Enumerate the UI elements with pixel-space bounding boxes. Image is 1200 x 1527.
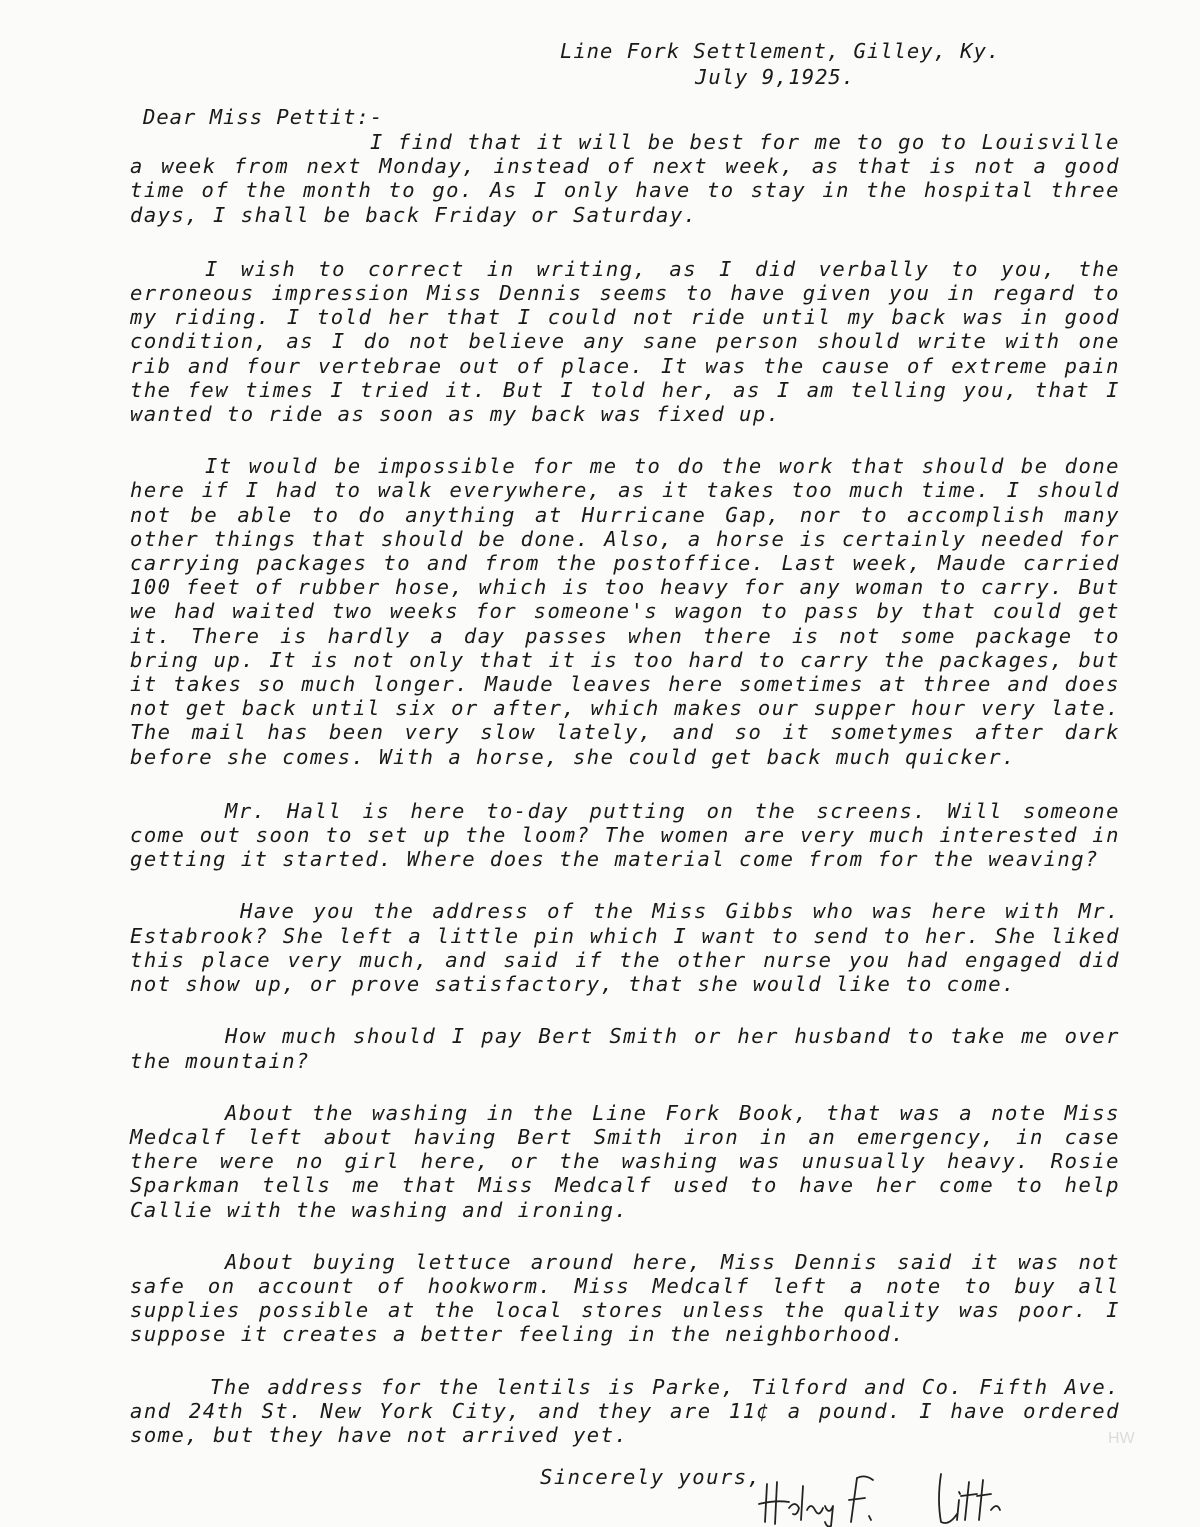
paragraph-hospital-trip: I find that it will be best for me to go to Louisville a week from next Monday, instead of next week, as that is not a good time of the month to go. As I only have to stay in the hospital three days, I shall be back Friday or Saturday. bbox=[130, 130, 1120, 227]
letter-place: Line Fork Settlement, Gilley, Ky. bbox=[560, 39, 1001, 63]
paragraph-lettuce: About buying lettuce around here, Miss Dennis said it was not safe on account of hookworm. Miss Medcalf left a note to buy all supplies possible at the local stores unless the quality was poor. I suppose it creates a better feeling in the neighborhood. bbox=[130, 1249, 1120, 1347]
paragraph-bert-smith: How much should I pay Bert Smith or her husband to take me over the mountain? bbox=[130, 1024, 1120, 1073]
paragraph-horse-needed: It would be impossible for me to do the work that should be done here if I had to walk everywhere, as it takes too much time. I should not be able to do anything at Hurricane Gap, nor to accomplish many other things that should be done. Also, a horse is certainly needed for carrying packages to and from the postoffice. Last week, Maude carried 100 feet of rubber hose, which is too heavy for any woman to carry. But we had waited two weeks for someone's wagon to pass by that could get it. There is hardly a day passes when there is not some package to bring up. It is not only that it is too hard to carry the packages, but it takes so much longer. Maude leaves here sometimes at three and does not get back until six or after, which makes our supper hour very late. The mail has been very slow lately, and so it sometymes after dark before she comes. With a horse, she could get back much quicker. bbox=[130, 454, 1120, 769]
letter-date: July 9,1925. bbox=[695, 65, 856, 89]
paragraph-screens-loom: Mr. Hall is here to-day putting on the screens. Will someone come out soon to set up the loom? The women are very much interested in getting it started. Where does the material come from for the weaving? bbox=[130, 798, 1120, 872]
paragraph-lentils: The address for the lentils is Parke, Tilford and Co. Fifth Ave. and 24th St. New York City, and they are 11¢ a pound. I have ordered some, but they have not arrived yet. bbox=[130, 1374, 1120, 1447]
letter-body bbox=[130, 130, 1120, 1447]
paragraph-washing: About the washing in the Line Fork Book, that was a note Miss Medcalf left about having Bert Smith iron in an emergency, in case there were no girl here, or the washing was unusually heavy. Rosie Sparkman tells me that Miss Medcalf used to have her come to help Callie with the washing and ironing. bbox=[130, 1100, 1120, 1222]
handwritten-signature bbox=[745, 1470, 1005, 1527]
hw-watermark: HW bbox=[1108, 1430, 1135, 1447]
closing: Sincerely yours, bbox=[540, 1465, 762, 1489]
salutation: Dear Miss Pettit:- bbox=[143, 105, 384, 129]
paragraph-riding: I wish to correct in writing, as I did verbally to you, the erroneous impression Miss Dennis seems to have given you in regard to my riding. I told her that I could not ride until my back was in good condition, as I do not believe any sane person should write with one rib and four vertebrae out of place. It was the cause of extreme pain the few times I tried it. But I told her, as I am telling you, that I wanted to ride as soon as my back was fixed up. bbox=[130, 256, 1120, 427]
paragraph-miss-gibbs: Have you the address of the Miss Gibbs who was here with Mr. Estabrook? She left a little pin which I want to send to her. She liked this place very much, and said if the other nurse you had engaged did not show up, or prove satisfactory, that she would like to come. bbox=[130, 899, 1120, 997]
letter-heading bbox=[560, 38, 1000, 90]
